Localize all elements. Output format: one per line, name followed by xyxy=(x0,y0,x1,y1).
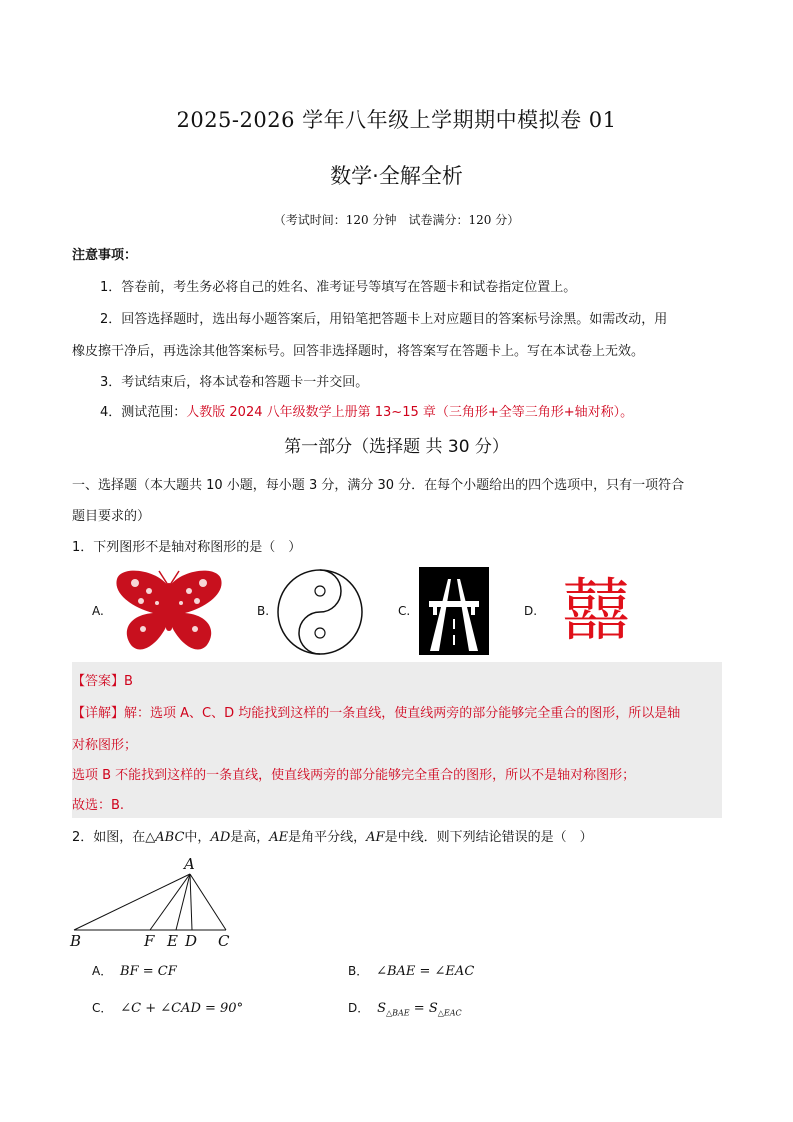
q2-stem-triangle: △ABC xyxy=(145,830,185,845)
q1-detail-line-1: 【详解】解：选项 A、C、D 均能找到这样的一条直线，使直线两旁的部分能够完全重合的图形，所以是轴 xyxy=(72,706,681,721)
figure-label-e: E xyxy=(167,932,178,950)
figure-label-d: D xyxy=(185,932,198,950)
q1-detail-line-2: 对称图形； xyxy=(72,738,138,753)
q2-option-c-expr: ∠C + ∠CAD = 90° xyxy=(120,1001,244,1016)
q2-option-c xyxy=(92,999,243,1016)
note-item-3: 3．考试结束后，将本试卷和答题卡一并交回。 xyxy=(100,375,369,390)
butterfly-image xyxy=(113,567,225,653)
yin-yang-image xyxy=(276,568,364,656)
q1-option-d-label: D. xyxy=(524,604,538,618)
triangle-figure xyxy=(66,852,246,952)
q2-option-d-eq: = xyxy=(409,1001,429,1016)
q1-detail-line-3: 选项 B 不能找到这样的一条直线，使直线两旁的部分能够完全重合的图形，所以不是轴对称图形； xyxy=(72,768,636,783)
q2-option-c-label: C． xyxy=(92,1001,113,1015)
section-title: 第一部分（选择题 共 30 分） xyxy=(284,437,509,457)
q2-stem-num: 2．如图，在 xyxy=(72,830,146,845)
q1-option-b-label: B. xyxy=(257,604,270,618)
q2-stem-text-3: 是角平分线， xyxy=(288,830,367,845)
highway-sign-image xyxy=(419,567,489,655)
q2-stem xyxy=(72,826,593,845)
note-item-2-line-2: 橡皮擦干净后，再选涂其他答案标号。回答非选择题时，将答案写在答题卡上。写在本试卷上无效。 xyxy=(72,344,645,359)
q2-stem-af: AF xyxy=(366,830,385,845)
q2-option-d-s2: S xyxy=(428,1001,438,1016)
q1-stem: 1．下列图形不是轴对称图形的是（ ） xyxy=(72,540,302,555)
q2-option-d xyxy=(348,999,462,1018)
section-intro-line-1: 一、选择题（本大题共 10 小题，每小题 3 分，满分 30 分．在每个小题给出的四个选项中，只有一项符合 xyxy=(72,478,685,493)
q2-option-b xyxy=(348,962,474,979)
q2-option-a xyxy=(92,962,177,979)
q2-option-b-label: B． xyxy=(348,964,369,978)
q2-option-a-label: A． xyxy=(92,964,113,978)
figure-label-f: F xyxy=(144,932,155,950)
double-happiness-image: 囍 xyxy=(562,572,631,651)
q2-stem-ad: AD xyxy=(210,830,231,845)
q2-option-d-sub2: △EAC xyxy=(437,1008,462,1018)
q2-stem-text-4: 是中线．则下列结论错误的是（ ） xyxy=(384,830,593,845)
q1-option-c-label: C. xyxy=(398,604,411,618)
exam-info: （考试时间：120 分钟 试卷满分：120 分） xyxy=(273,213,520,227)
q1-detail-line-4: 故选：B. xyxy=(72,798,125,813)
note-item-4 xyxy=(100,401,633,420)
page-title: 2025-2026 学年八年级上学期期中模拟卷 01 xyxy=(176,108,617,132)
q2-option-a-expr: BF = CF xyxy=(120,964,177,979)
q2-option-b-expr: ∠BAE = ∠EAC xyxy=(376,964,475,979)
figure-label-a: A xyxy=(184,855,195,873)
q2-option-d-expr xyxy=(377,1001,462,1016)
notes-heading: 注意事项： xyxy=(72,248,138,263)
figure-label-b: B xyxy=(70,932,82,950)
q1-option-a-label: A. xyxy=(92,604,104,618)
note-item-4-scope: 人教版 2024 八年级数学上册第 13~15 章（三角形+全等三角形+轴对称）。 xyxy=(186,405,634,420)
q2-stem-ae: AE xyxy=(269,830,289,845)
section-intro-line-2: 题目要求的） xyxy=(72,509,151,524)
q2-option-d-s1: S xyxy=(377,1001,386,1016)
note-item-4-prefix: 4．测试范围： xyxy=(100,405,187,420)
q2-option-d-sub1: △BAE xyxy=(385,1008,410,1018)
q2-option-d-label: D． xyxy=(348,1001,370,1015)
note-item-2-line-1: 2．回答选择题时，选出每小题答案后，用铅笔把答题卡上对应题目的答案标号涂黑。如需改动，用 xyxy=(100,312,668,327)
q1-answer: 【答案】B xyxy=(72,674,133,689)
page-subtitle: 数学·全解全析 xyxy=(330,164,463,188)
figure-label-c: C xyxy=(218,932,230,950)
q2-stem-text-2: 是高， xyxy=(230,830,270,845)
note-item-1: 1．答卷前，考生务必将自己的姓名、准考证号等填写在答题卡和试卷指定位置上。 xyxy=(100,280,577,295)
q2-stem-text-1: 中， xyxy=(184,830,211,845)
q1-answer-box xyxy=(72,662,722,818)
